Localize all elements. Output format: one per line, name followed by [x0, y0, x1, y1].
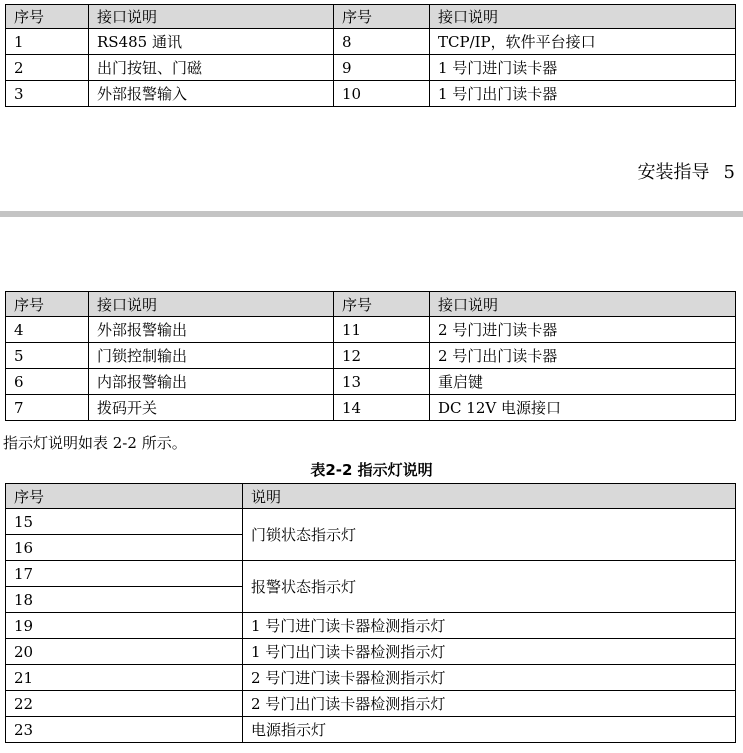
- table-row: [6, 343, 736, 369]
- col-header-index: 序号: [6, 292, 89, 317]
- table-header-row: [6, 484, 736, 509]
- page-number: 5: [723, 162, 735, 183]
- cell-index: 6: [6, 369, 89, 395]
- table-row: [6, 665, 736, 691]
- table-header-row: [6, 292, 736, 317]
- col-header-description: 说明: [243, 484, 736, 509]
- table-caption: 表2-2 指示灯说明: [310, 461, 433, 479]
- cell-index: 4: [6, 317, 89, 343]
- cell-index: 2: [6, 55, 89, 81]
- cell-index: 10: [334, 81, 430, 107]
- col-header-description: 接口说明: [430, 292, 736, 317]
- col-header-index: 序号: [334, 292, 430, 317]
- cell-index: 9: [334, 55, 430, 81]
- cell-description: 2 号门进门读卡器检测指示灯: [243, 665, 736, 691]
- cell-description: 1 号门进门读卡器: [430, 55, 736, 81]
- interface-table-part2: [5, 291, 736, 421]
- cell-description: 1 号门出门读卡器检测指示灯: [243, 639, 736, 665]
- cell-description: 外部报警输出: [89, 317, 334, 343]
- cell-index: 15: [6, 509, 243, 535]
- cell-description: 电源指示灯: [243, 717, 736, 743]
- cell-description: 2 号门进门读卡器: [430, 317, 736, 343]
- cell-index: 1: [6, 29, 89, 55]
- cell-description: 门锁状态指示灯: [243, 509, 736, 561]
- table-row: [6, 369, 736, 395]
- cell-description: 拨码开关: [89, 395, 334, 421]
- table-row: [6, 561, 736, 587]
- cell-index: 17: [6, 561, 243, 587]
- cell-description: RS485 通讯: [89, 29, 334, 55]
- cell-index: 5: [6, 343, 89, 369]
- cell-description: 1 号门出门读卡器: [430, 81, 736, 107]
- cell-index: 18: [6, 587, 243, 613]
- cell-description: TCP/IP，软件平台接口: [430, 29, 736, 55]
- cell-index: 21: [6, 665, 243, 691]
- cell-index: 11: [334, 317, 430, 343]
- cell-index: 14: [334, 395, 430, 421]
- table-row: [6, 613, 736, 639]
- cell-description: 外部报警输入: [89, 81, 334, 107]
- cell-index: 3: [6, 81, 89, 107]
- table-row: [6, 639, 736, 665]
- cell-description: 重启键: [430, 369, 736, 395]
- cell-index: 20: [6, 639, 243, 665]
- cell-description: DC 12V 电源接口: [430, 395, 736, 421]
- table-row: [6, 691, 736, 717]
- indicator-table: [5, 483, 736, 743]
- cell-index: 23: [6, 717, 243, 743]
- col-header-index: 序号: [6, 5, 89, 29]
- table-row: [6, 509, 736, 535]
- col-header-description: 接口说明: [89, 292, 334, 317]
- page-header-title: 安装指导: [637, 162, 710, 183]
- cell-description: 1 号门进门读卡器检测指示灯: [243, 613, 736, 639]
- col-header-index: 序号: [334, 5, 430, 29]
- cell-index: 7: [6, 395, 89, 421]
- table-row: [6, 395, 736, 421]
- table-row: [6, 717, 736, 743]
- page-divider: [0, 211, 743, 217]
- col-header-description: 接口说明: [89, 5, 334, 29]
- interface-table-part1: [5, 4, 736, 107]
- cell-index: 12: [334, 343, 430, 369]
- cell-index: 13: [334, 369, 430, 395]
- cell-description: 2 号门出门读卡器检测指示灯: [243, 691, 736, 717]
- table-row: [6, 317, 736, 343]
- cell-index: 16: [6, 535, 243, 561]
- table-header-row: [6, 5, 736, 29]
- cell-description: 报警状态指示灯: [243, 561, 736, 613]
- page-header: [638, 158, 735, 184]
- cell-index: 22: [6, 691, 243, 717]
- cell-index: 19: [6, 613, 243, 639]
- col-header-description: 接口说明: [430, 5, 736, 29]
- cell-description: 内部报警输出: [89, 369, 334, 395]
- col-header-index: 序号: [6, 484, 243, 509]
- table-row: [6, 29, 736, 55]
- cell-description: 门锁控制输出: [89, 343, 334, 369]
- intro-paragraph: 指示灯说明如表 2-2 所示。: [3, 434, 187, 452]
- table-row: [6, 81, 736, 107]
- cell-description: 2 号门出门读卡器: [430, 343, 736, 369]
- cell-description: 出门按钮、门磁: [89, 55, 334, 81]
- table-row: [6, 55, 736, 81]
- cell-index: 8: [334, 29, 430, 55]
